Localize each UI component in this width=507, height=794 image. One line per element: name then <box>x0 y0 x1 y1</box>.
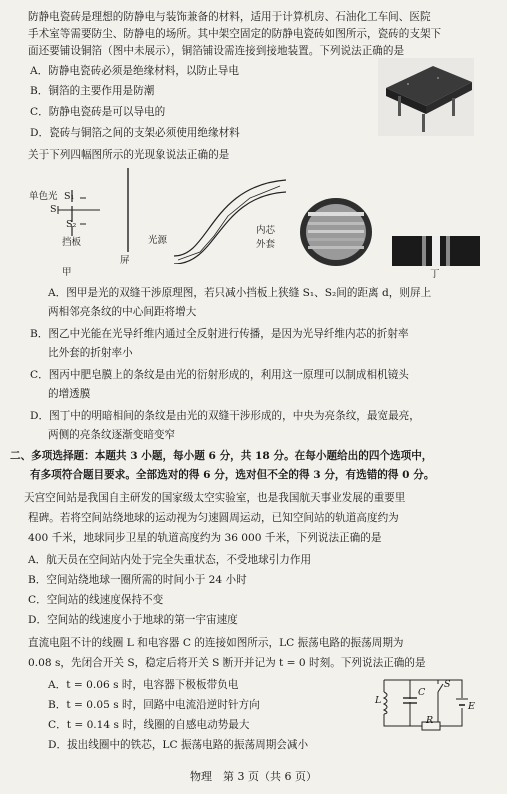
q-static-line-2: 手术室等需要防尘、防静电的场所。其中架空固定的防静电瓷砖如图所示，瓷砖的支架下 <box>28 28 442 40</box>
fig-label-s2: S₂ <box>66 219 77 230</box>
q-space-option-a: A．航天员在空间站内处于完全失重状态，不受地球引力作用 <box>28 554 312 566</box>
fig-label-screen: 屏 <box>120 255 130 266</box>
q-lc-option-d: D．拔出线圈中的铁芯，LC 振荡电路的振荡周期会减小 <box>48 739 309 751</box>
lc-circuit-diagram <box>372 670 472 736</box>
figure-ding-fringes <box>392 236 480 266</box>
q-lc-option-a: A．t = 0.06 s 时，电容器下极板带负电 <box>48 679 239 691</box>
fig-label-light: 单色光 <box>29 191 58 202</box>
q-static-option-a: A．防静电瓷砖必须是绝缘材料，以防止导电 <box>30 65 239 77</box>
q-light-option-a-1: A．图甲是光的双缝干涉原理图，若只减小挡板上狭缝 S₁、S₂间的距离 d，则屏上 <box>48 287 432 299</box>
q-static-line-3: 面还要铺设铜箔（图中未展示），铜箔铺设需连接到接地装置。下列说法正确的是 <box>28 45 405 57</box>
q-light-option-a-2: 两相邻亮条纹的中心间距将增大 <box>48 306 197 318</box>
circuit-label-e: E <box>468 701 475 712</box>
fig-label-core: 内芯 <box>256 225 276 236</box>
section-2-heading: 二、多项选择题：本题共 3 小题，每小题 6 分，共 18 分。在每小题给出的四个选项中， <box>10 450 433 462</box>
figure-bing-soap-film <box>296 196 376 268</box>
circuit-label-l: L <box>375 695 382 706</box>
q-space-option-d: D．空间站的线速度小于地球的第一宇宙速度 <box>28 614 238 626</box>
q-light-option-d-2: 两侧的亮条纹逐渐变暗变窄 <box>48 429 176 441</box>
q-lc-line-1: 直流电阻不计的线圈 L 和电容器 C 的连接如图所示，LC 振荡电路的振荡周期为 <box>28 637 404 649</box>
q-lc-option-b: B．t = 0.05 s 时，回路中电流沿逆时针方向 <box>48 699 260 711</box>
q-space-line-2: 程碑。若将空间站绕地球的运动视为匀速圆周运动，已知空间站的轨道高度约为 <box>28 512 399 524</box>
fig-caption-ding: 丁 <box>430 269 440 280</box>
q-light-option-c-1: C．图丙中肥皂膜上的条纹是由光的衍射形成的，利用这一原理可以制成相机镜头 <box>30 369 409 381</box>
figure-jia-double-slit <box>28 168 148 272</box>
circuit-label-c: C <box>418 687 426 698</box>
fig-label-s1: S₁ <box>64 191 75 202</box>
q-static-option-d: D．瓷砖与铜箔之间的支架必须使用绝缘材料 <box>30 127 240 139</box>
q-static-option-c: C．防静电瓷砖是可以导电的 <box>30 106 166 118</box>
q-light-option-b-2: 比外套的折射率小 <box>48 347 133 359</box>
q-static-line-1: 防静电瓷砖是理想的防静电与装饰兼备的材料，适用于计算机房、石油化工车间、医院 <box>28 11 431 23</box>
section-2-instructions: 有多项符合题目要求。全部选对的得 6 分，选对但不全的得 3 分，有选错的得 0 分。 <box>30 469 435 481</box>
page-footer: 物理 第 3 页（共 6 页） <box>190 770 317 783</box>
fig-label-baffle: 挡板 <box>62 237 82 248</box>
q-lc-option-c: C．t = 0.14 s 时，线圈的自感电动势最大 <box>48 719 250 731</box>
q-lc-line-2: 0.08 s，先闭合开关 S，稳定后将开关 S 断开并记为 t = 0 时刻。下列说法正确的是 <box>28 657 426 669</box>
circuit-label-r: R <box>426 715 434 726</box>
q-light-option-c-2: 的增透膜 <box>48 388 91 400</box>
q-static-option-b: B．铜箔的主要作用是防潮 <box>30 85 155 97</box>
fig-label-s: S <box>50 204 57 215</box>
fig-label-clad: 外套 <box>256 239 276 250</box>
circuit-label-s: S <box>444 679 451 690</box>
q-light-option-d-1: D．图丁中的明暗相间的条纹是由光的双缝干涉形成的，中央为亮条纹，最宽最亮， <box>30 410 420 422</box>
q-space-option-b: B．空间站绕地球一圈所需的时间小于 24 小时 <box>28 574 247 586</box>
q-space-line-1: 天宫空间站是我国自主研发的国家级太空实验室，也是我国航天事业发展的重要里 <box>24 492 406 504</box>
tile-photo <box>378 58 474 136</box>
fig-caption-jia: 甲 <box>62 267 72 278</box>
q-light-option-b-1: B．图乙中光能在光导纤维内通过全反射进行传播，是因为光导纤维内芯的折射率 <box>30 328 409 340</box>
q-space-line-3: 400 千米，地球同步卫星的轨道高度约为 36 000 千米，下列说法正确的是 <box>28 532 382 544</box>
q-space-option-c: C．空间站的线速度保持不变 <box>28 594 164 606</box>
q-light-stem: 关于下列四幅图所示的光现象说法正确的是 <box>28 149 230 161</box>
fig-label-source: 光源 <box>148 235 168 246</box>
